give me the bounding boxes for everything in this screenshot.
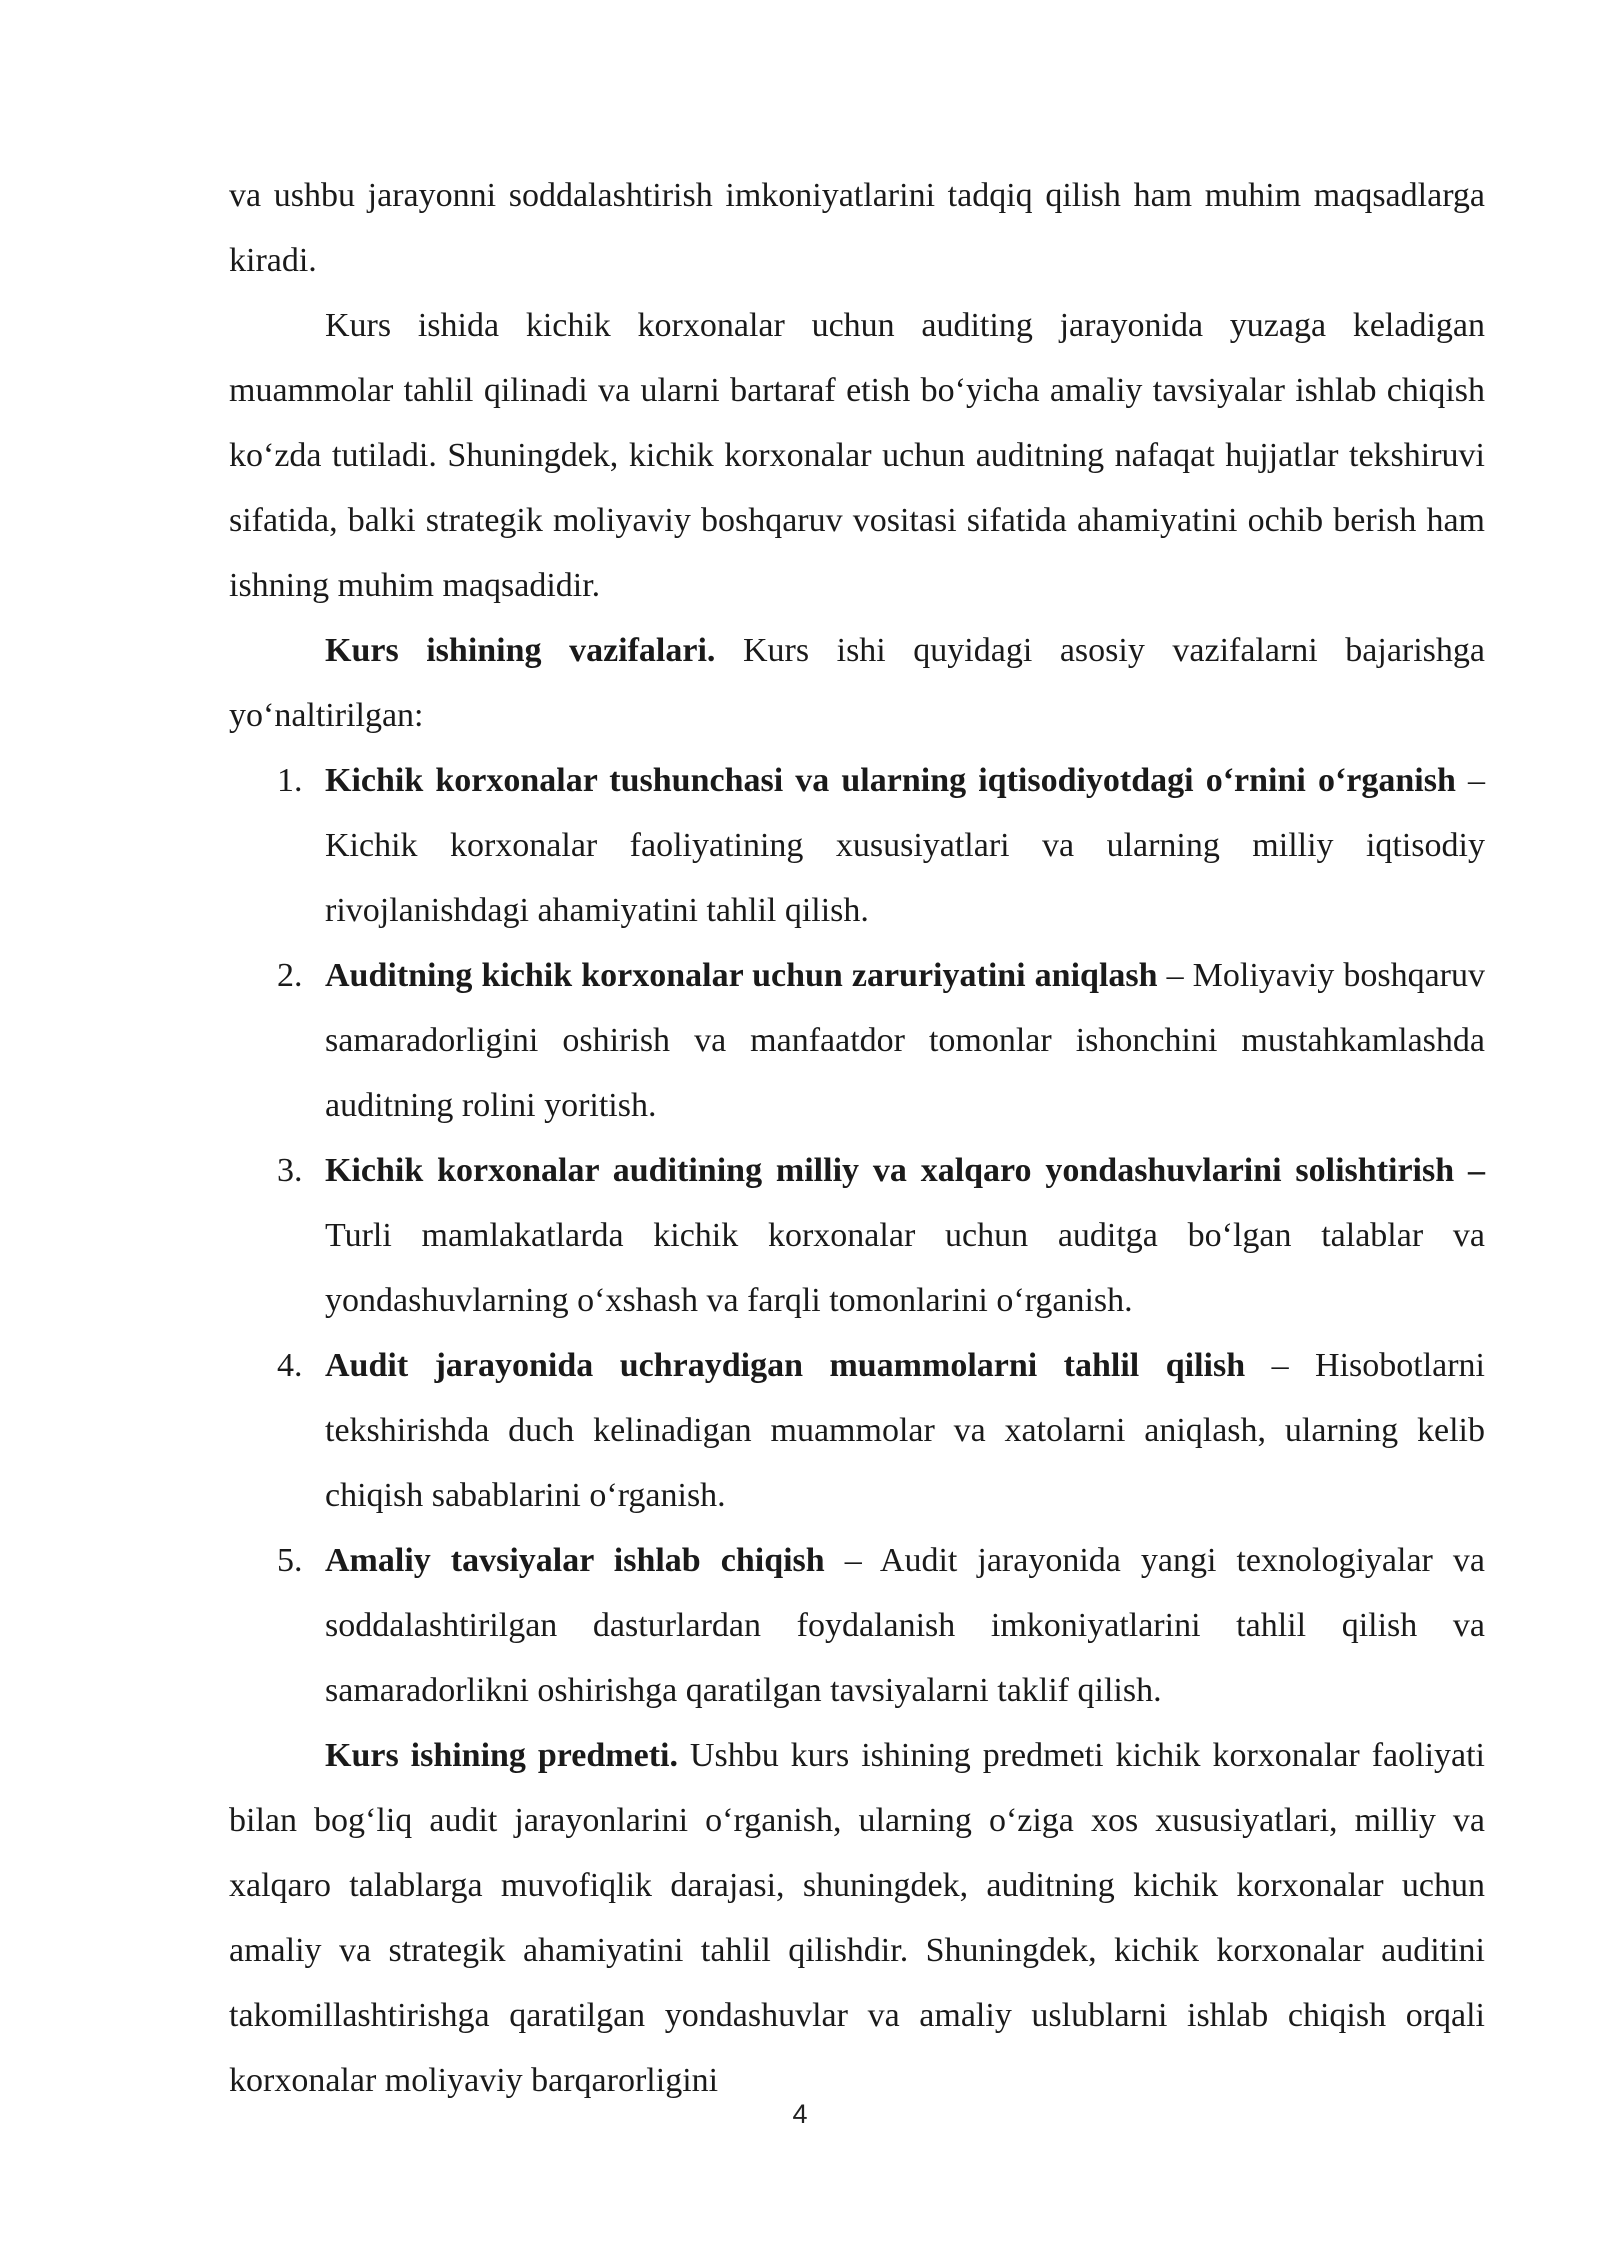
list-item-description: – Kichik korxonalar faoliyatining xususiyatlari va ularning milliy iqtisodiy rivojlanishdagi ahamiyatini tahlil qilish.	[325, 762, 1485, 929]
list-item-number: 5.	[277, 1542, 303, 1579]
list-item	[229, 1528, 1485, 1723]
list-item-title: Kichik korxonalar auditining milliy va xalqaro yondashuvlarini solishtirish –	[325, 1152, 1485, 1189]
tasks-intro: Kurs ishi quyidagi asosiy vazifalarni bajarishga yo‘naltirilgan:	[229, 632, 1485, 734]
list-item-number: 4.	[277, 1347, 303, 1384]
list-item-title: Kichik korxonalar tushunchasi va ularning iqtisodiyotdagi o‘rnini o‘rganish	[325, 762, 1456, 799]
subject-text: Ushbu kurs ishining predmeti kichik korxonalar faoliyati bilan bog‘liq audit jarayonlarini o‘rganish, ularning o‘ziga xos xususiyatlari, milliy va xalqaro talablarga muvofiqlik darajasi, shuningdek, auditning kichik korxonalar uchun amaliy va strategik ahamiyatini tahlil qilishdir. Shuningdek, kichik korxonalar auditini takomillashtirishga qaratilgan yondashuvlar va amaliy uslublarni ishlab chiqish orqali korxonalar moliyaviy barqarorligini	[229, 1737, 1485, 2099]
intro-paragraph: va ushbu jarayonni soddalashtirish imkoniyatlarini tadqiq qilish ham muhim maqsadlarga kiradi.	[229, 177, 1485, 279]
list-item	[229, 943, 1485, 1138]
list-item-title: Audit jarayonida uchraydigan muammolarni tahlil qilish	[325, 1347, 1246, 1384]
list-item-description: Turli mamlakatlarda kichik korxonalar uchun auditga bo‘lgan talablar va yondashuvlarning o‘xshash va farqli tomonlarini o‘rganish.	[325, 1217, 1485, 1319]
list-item	[229, 1138, 1485, 1333]
list-item-number: 2.	[277, 957, 303, 994]
page-number: 4	[792, 2099, 808, 2129]
subject-heading: Kurs ishining predmeti.	[325, 1737, 678, 1774]
list-item-number: 3.	[277, 1152, 303, 1189]
list-item-description: – Hisobotlarni tekshirishda duch kelinadigan muammolar va xatolarni aniqlash, ularning kelib chiqish sabablarini o‘rganish.	[325, 1347, 1486, 1514]
list-item	[229, 748, 1485, 943]
list-item-description: – Moliyaviy boshqaruv samaradorligini oshirish va manfaatdor tomonlar ishonchini mustahkamlashda auditning rolini yoritish.	[325, 957, 1486, 1124]
list-item-title: Amaliy tavsiyalar ishlab chiqish	[325, 1542, 825, 1579]
purpose-paragraph: Kurs ishida kichik korxonalar uchun auditing jarayonida yuzaga keladigan muammolar tahlil qilinadi va ularni bartaraf etish bo‘yicha amaliy tavsiyalar ishlab chiqish ko‘zda tutiladi. Shuningdek, kichik korxonalar uchun auditning nafaqat hujjatlar tekshiruvi sifatida, balki strategik moliyaviy boshqaruv vositasi sifatida ahamiyatini ochib berish ham ishning muhim maqsadidir.	[229, 307, 1485, 604]
list-item-title: Auditning kichik korxonalar uchun zaruriyatini aniqlash	[325, 957, 1158, 994]
subject-paragraph	[229, 1723, 1485, 2113]
page-body	[229, 163, 1485, 2113]
tasks-heading: Kurs ishining vazifalari.	[325, 632, 716, 669]
list-item	[229, 1333, 1485, 1528]
list-item-number: 1.	[277, 762, 303, 799]
tasks-paragraph	[229, 618, 1485, 748]
tasks-list	[229, 748, 1485, 1723]
list-item-description: – Audit jarayonida yangi texnologiyalar va soddalashtirilgan dasturlardan foydalanish imkoniyatlarini tahlil qilish va samaradorlikni oshirishga qaratilgan tavsiyalarni taklif qilish.	[325, 1542, 1485, 1709]
